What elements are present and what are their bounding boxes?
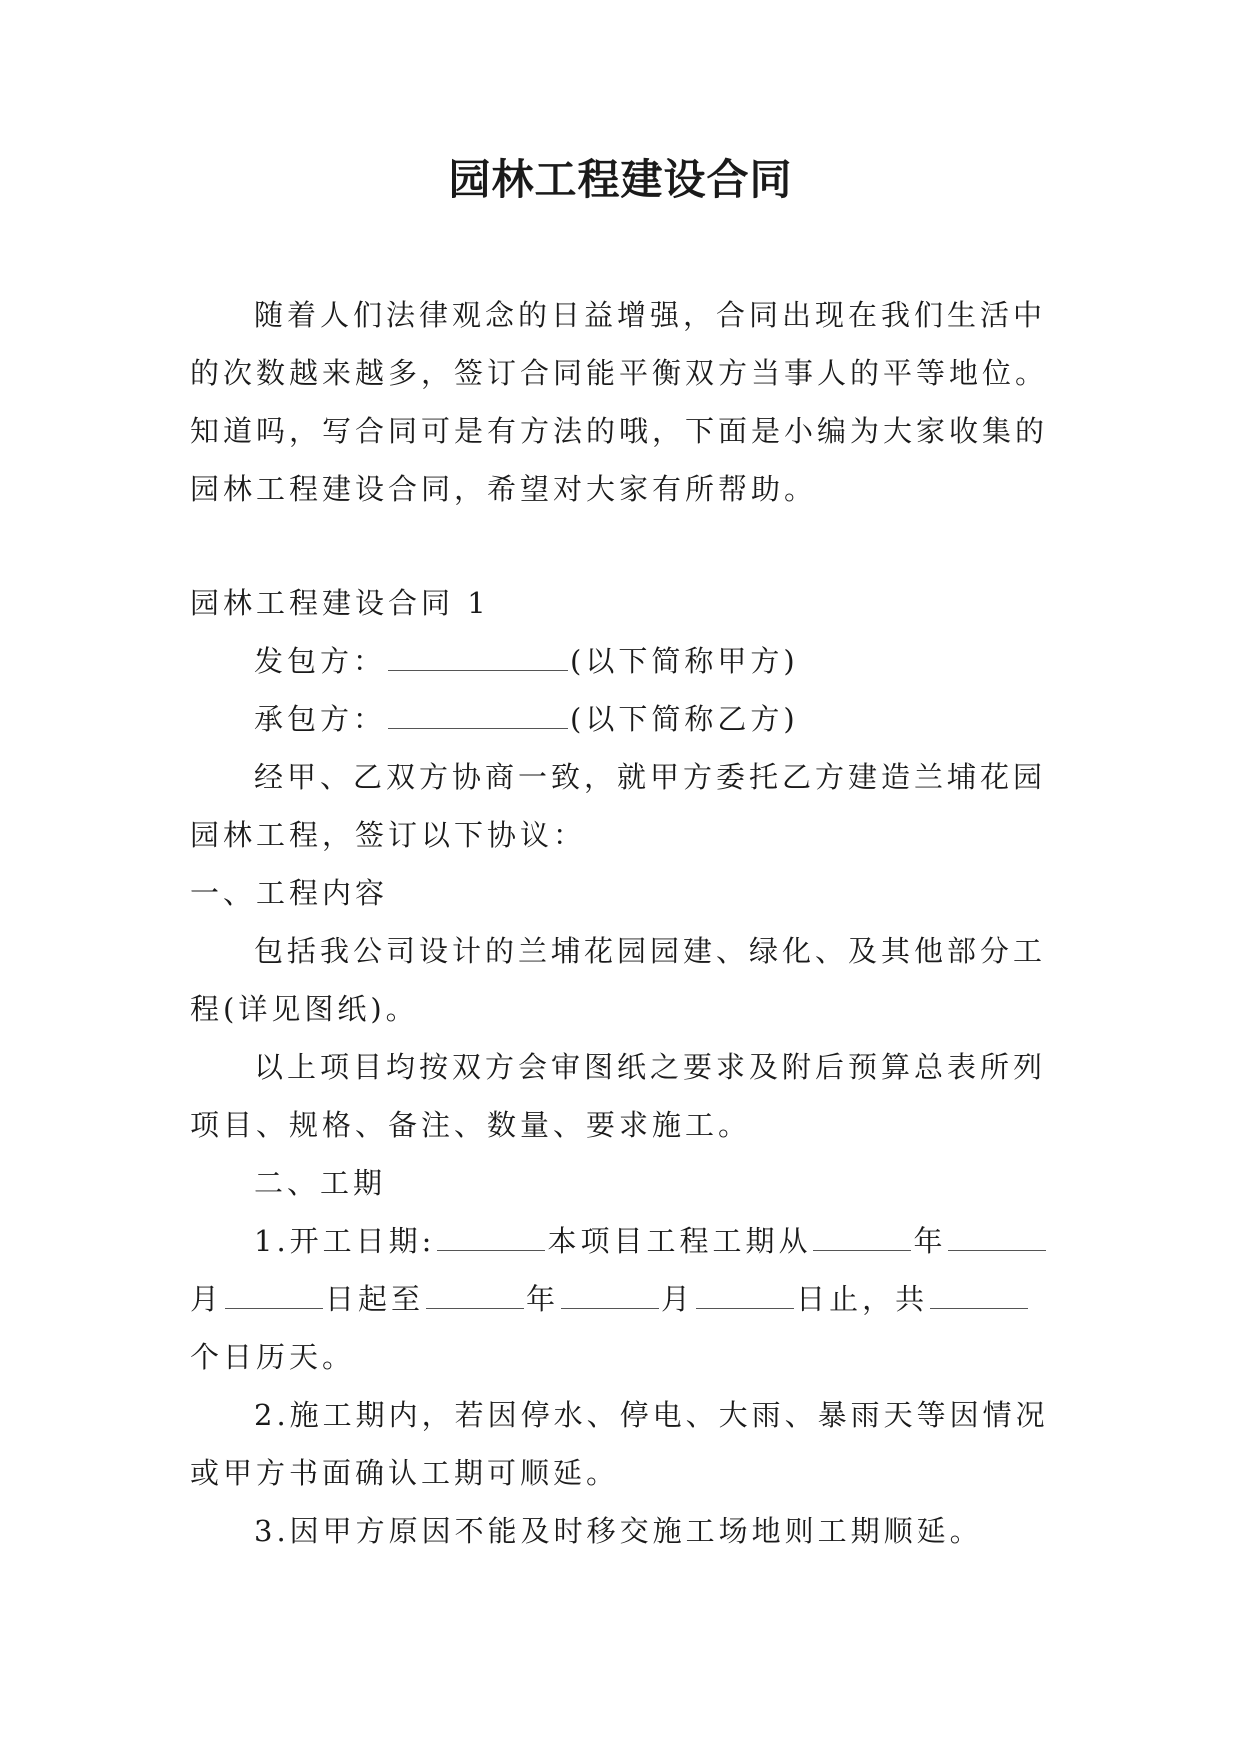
document-title: 园林工程建设合同 [448,155,793,204]
party-a-line [190,632,1055,690]
section-2-item-2: 2.施工期内，若因停水、停电、大雨、暴雨天等因情况或甲方书面确认工期可顺延。 [190,1398,1049,1490]
party-a-blank [388,648,568,671]
month-text: 月 [190,1282,224,1316]
party-a-label: 发包方： [254,644,387,678]
section-1-paragraph-2: 以上项目均按双方会审图纸之要求及附后预算总表所列项目、规格、备注、数量、要求施工。 [190,1050,1047,1142]
party-b-line [190,690,1055,748]
to-month-text: 月 [661,1282,695,1316]
year-text: 年 [913,1224,947,1258]
days-count-blank [930,1286,1028,1309]
start-date-label: 1.开工日期: [254,1224,436,1258]
to-month-blank [561,1286,659,1309]
section-1-heading: 一、工程内容 [190,876,389,910]
period-text: 本项目工程工期从 [547,1224,812,1258]
section-2-heading: 二、工期 [254,1166,387,1200]
party-b-suffix: (以下简称乙方) [570,702,799,736]
to-year-text: 年 [526,1282,560,1316]
party-a-suffix: (以下简称甲方) [570,644,799,678]
to-day-blank [696,1286,794,1309]
until-text: 日起至 [325,1282,425,1316]
section-2-item-3: 3.因甲方原因不能及时移交施工场地则工期顺延。 [254,1514,983,1548]
party-b-label: 承包方： [254,702,387,736]
contract-heading: 园林工程建设合同 1 [190,586,490,620]
agreement-paragraph: 经甲、乙双方协商一致，就甲方委托乙方建造兰埔花园园林工程，签订以下协议： [190,760,1047,852]
contract-section [190,574,1055,1560]
from-year-blank [813,1228,911,1251]
calendar-days-text: 个日历天。 [190,1340,356,1374]
intro-paragraph: 随着人们法律观念的日益增强，合同出现在我们生活中的次数越来越多，签订合同能平衡双方当事人的平等地位。知道吗，写合同可是有方法的哦，下面是小编为大家收集的园林工程建设合同，希望对大家有所帮助。 [190,298,1049,506]
total-text: 日止，共 [796,1282,929,1316]
to-year-blank [426,1286,524,1309]
start-date-blank [437,1228,545,1251]
from-day-blank [225,1286,323,1309]
from-month-blank [948,1228,1046,1251]
section-2-item-1 [190,1212,1055,1386]
party-b-blank [388,706,568,729]
section-1-paragraph-1: 包括我公司设计的兰埔花园园建、绿化、及其他部分工程(详见图纸)。 [190,934,1047,1026]
intro-section [190,286,1055,518]
